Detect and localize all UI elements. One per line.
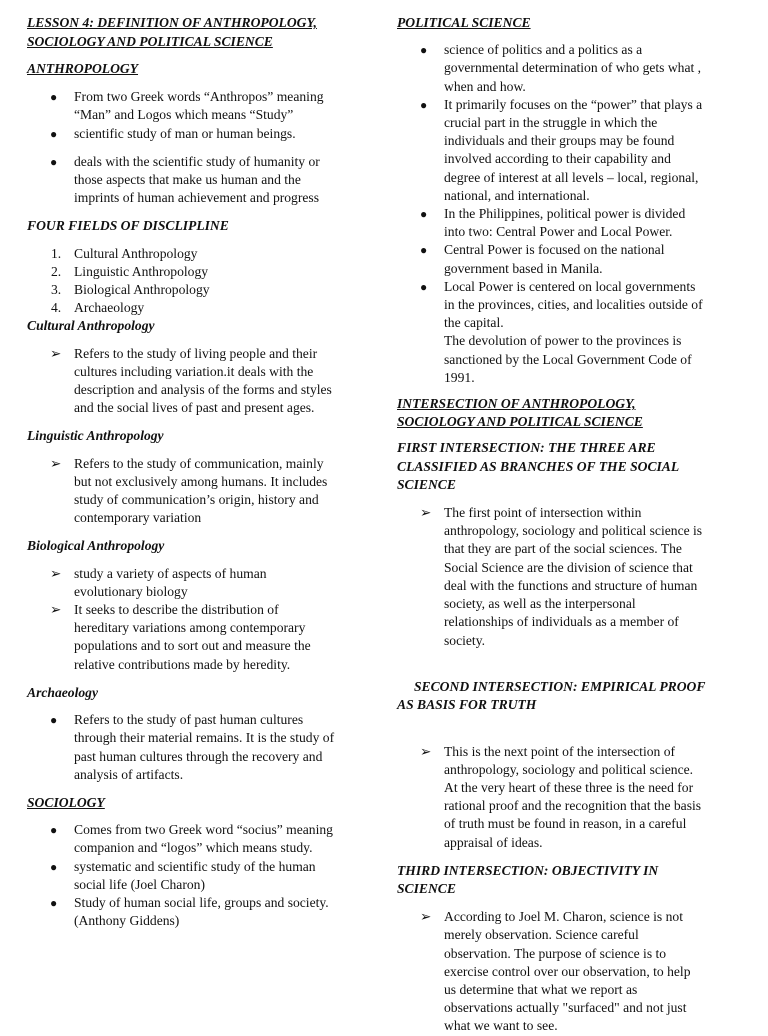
second-intersection-heading: SECOND INTERSECTION: EMPIRICAL PROOF AS BASIS FOR TRUTH (397, 678, 706, 713)
list-item: ➢ study a variety of aspects of human evolutionary biology (50, 565, 267, 599)
list-item: ● It primarily focuses on the “power” that plays a crucial part in the struggle in which the individuals and their groups may be found involved according to their capability and degree of interest at all levels – local, regional, national, and international. (420, 96, 703, 203)
archaeology-list (27, 711, 367, 784)
list-item: ➢ Refers to the study of living people and their cultures including variation.it deals with the description and analysis of the forms and styles and the social lives of past and present ages. (50, 345, 332, 416)
anthropology-bullets-a (27, 88, 367, 143)
archaeology-heading: Archaeology (27, 684, 98, 700)
bullet-icon: ● (50, 895, 58, 910)
arrow-icon: ➢ (420, 505, 432, 521)
arrow-icon: ➢ (50, 565, 62, 581)
linguistic-list (27, 455, 367, 528)
sociology-list (27, 821, 367, 930)
list-item: ● Local Power is centered on local governments in the provinces, cities, and localities outside of the capital. (420, 278, 703, 331)
biological-list (27, 565, 367, 674)
list-item: ➢ The first point of intersection within anthropology, sociology and political science is that they are part of the social sciences. The Social Science are the division of science that deal with the functions and structure of human society, as well as the interpersonal relationships of individuals as a member of society. (420, 505, 703, 648)
linguistic-heading: Linguistic Anthropology (27, 428, 164, 444)
cultural-heading: Cultural Anthropology (27, 318, 155, 334)
lesson-title: LESSON 4: DEFINITION OF ANTHROPOLOGY, SOCIOLOGY AND POLITICAL SCIENCE (27, 15, 317, 49)
bullet-icon: ● (50, 154, 58, 169)
list-item: 3. Biological Anthropology (51, 282, 210, 298)
list-item: ➢ This is the next point of the intersection of anthropology, sociology and political science. At the very heart of these three is the need for rational proof and the recognition that the basis of truth must be found in reason, in a careful appraisal of ideas. (420, 743, 702, 850)
political-science-heading: POLITICAL SCIENCE (397, 15, 531, 30)
left-column (27, 14, 367, 930)
four-fields-heading: FOUR FIELDS OF DISCLIPLINE (27, 218, 229, 234)
arrow-icon: ➢ (420, 743, 432, 759)
biological-heading: Biological Anthropology (27, 538, 165, 554)
anthropology-bullets-b (27, 153, 367, 208)
arrow-icon: ➢ (50, 455, 62, 471)
list-item: 2. Linguistic Anthropology (51, 263, 209, 279)
arrow-icon: ➢ (420, 909, 432, 925)
cultural-list (27, 345, 367, 418)
devolution-paragraph: The devolution of power to the provinces is sanctioned by the Local Government Code of 1991. (444, 333, 692, 385)
list-item: ● From two Greek words “Anthropos” meaning “Man” and Logos which means “Study” (50, 89, 324, 123)
bullet-icon: ● (420, 243, 428, 258)
anthropology-heading: ANTHROPOLOGY (27, 61, 139, 76)
list-item: ➢ Refers to the study of communication, mainly but not exclusively among humans. It includes study of communication’s origin, history and contemporary variation (50, 455, 328, 526)
bullet-icon: ● (420, 97, 428, 112)
list-item: ● systematic and scientific study of the human social life (Joel Charon) (50, 858, 316, 892)
list-item: ● Central Power is focused on the national government based in Manila. (420, 242, 665, 276)
list-item: ● Comes from two Greek word “socius” meaning companion and “logos” which means study. (50, 822, 333, 856)
bullet-icon: ● (50, 713, 58, 728)
bullet-icon: ● (50, 859, 58, 874)
list-item: ● scientific study of man or human beings. (27, 125, 367, 143)
list-item: ➢ It seeks to describe the distribution of hereditary variations among contemporary populations and to sort out and measure the relative contributions made by heredity. (50, 602, 311, 672)
list-item: ● deals with the scientific study of humanity or those aspects that make us human and the imprints of human achievement and progress (50, 153, 320, 206)
right-column (397, 14, 745, 1036)
list-item: ● Study of human social life, groups and society. (Anthony Giddens) (50, 894, 329, 929)
arrow-icon: ➢ (50, 602, 62, 618)
third-intersection-heading: THIRD INTERSECTION: OBJECTIVITY IN SCIENCE (397, 862, 659, 896)
first-intersection-list (397, 504, 745, 650)
list-item: 4. Archaeology (51, 300, 145, 316)
bullet-icon: ● (50, 823, 58, 838)
third-intersection-list (397, 908, 745, 1035)
bullet-icon: ● (420, 207, 428, 222)
list-item: ➢ According to Joel M. Charon, science is not merely observation. Science careful observation. The purpose of science is to exercise control over our observation, to help us determine that what we report as observations actually "surfaced" and not just what we want to see. (420, 909, 691, 1034)
second-intersection-list (397, 743, 745, 852)
list-item: 1. Cultural Anthropology (51, 245, 198, 261)
sociology-heading: SOCIOLOGY (27, 794, 105, 810)
bullet-icon: ● (50, 126, 58, 141)
bullet-icon: ● (420, 43, 428, 58)
intersection-heading: INTERSECTION OF ANTHROPOLOGY, SOCIOLOGY AND POLITICAL SCIENCE (397, 396, 643, 430)
arrow-icon: ➢ (50, 345, 62, 361)
list-item: ● science of politics and a politics as a governmental determination of who gets what , when and how. (420, 42, 702, 94)
political-science-list (397, 41, 745, 332)
list-item: ● In the Philippines, political power is divided into two: Central Power and Local Power. (420, 206, 686, 240)
list-item: ● Refers to the study of past human cultures through their material remains. It is the study of past human cultures through the recovery and analysis of artifacts. (50, 712, 335, 782)
bullet-icon: ● (50, 90, 58, 105)
bullet-icon: ● (420, 279, 428, 294)
four-fields-list (27, 245, 367, 318)
first-intersection-heading: FIRST INTERSECTION: THE THREE ARE CLASSIFIED AS BRANCHES OF THE SOCIAL SCIENCE (397, 440, 680, 492)
